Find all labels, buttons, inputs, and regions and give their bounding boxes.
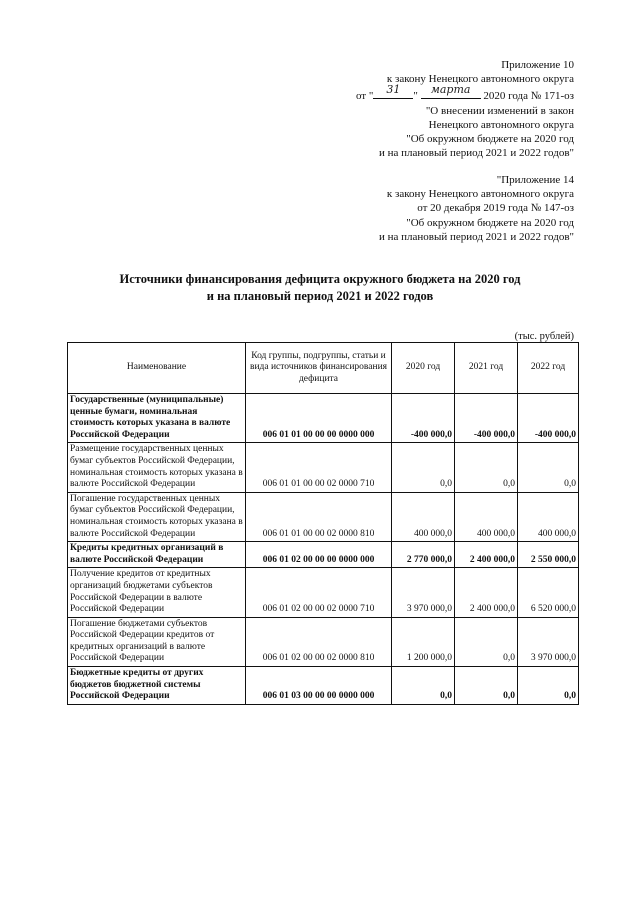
header2-line4: "Об окружном бюджете на 2020 год: [406, 216, 574, 229]
table-row: [68, 443, 579, 492]
financing-sources-table: [67, 342, 579, 705]
appendix-10-header: [356, 58, 574, 160]
row-2022: 0,0: [518, 443, 579, 492]
appendix-14-header: [379, 173, 574, 244]
row-2021: 2 400 000,0: [455, 542, 518, 568]
date-prefix: от ": [355, 90, 374, 103]
row-2022: 400 000,0: [518, 492, 579, 541]
row-2021: 400 000,0: [455, 492, 518, 541]
row-2022: -400 000,0: [518, 394, 579, 443]
header-2020: 2020 год: [392, 343, 455, 394]
title-line2: и на плановый период 2021 и 2022 годов: [206, 289, 434, 303]
units-label: (тыс. рублей): [514, 331, 574, 342]
row-name: Погашение бюджетами субъектов Российской Федерации кредитов от кредитных организаций в валюте Российской Федерации: [68, 617, 246, 666]
row-2022: 3 970 000,0: [518, 617, 579, 666]
table-header-row: [68, 343, 579, 394]
row-2020: 0,0: [392, 443, 455, 492]
header1-line1: Приложение 10: [501, 59, 574, 71]
header1-line6: "Об окружном бюджете на 2020 год: [406, 133, 574, 146]
header1-line5: Ненецкого автономного округа: [428, 118, 574, 131]
row-2020: -400 000,0: [392, 394, 455, 443]
table-row: [68, 492, 579, 541]
document-title: [0, 271, 640, 305]
table-row: [68, 394, 579, 443]
row-2020: 400 000,0: [392, 492, 455, 541]
title-line1: Источники финансирования дефицита окружного бюджета на 2020 год: [119, 272, 521, 286]
header1-line2: к закону Ненецкого автономного округа: [386, 73, 574, 86]
header1-line4: "О внесении изменений в закон: [425, 104, 574, 117]
header-2022: 2022 год: [518, 343, 579, 394]
table-row: [68, 667, 579, 705]
date-day-field: [373, 83, 413, 99]
header-name: Наименование: [68, 343, 246, 394]
row-2021: 0,0: [455, 667, 518, 705]
date-mid: ": [413, 90, 421, 103]
header2-line2: к закону Ненецкого автономного округа: [386, 188, 574, 201]
header2-line5: и на плановый период 2021 и 2022 годов": [378, 230, 574, 243]
row-name: Бюджетные кредиты от других бюджетов бюджетной системы Российской Федерации: [68, 667, 246, 705]
row-name: Размещение государственных ценных бумаг субъектов Российской Федерации, номинальная стоимость которых указана в валюте Российской Федерации: [68, 443, 246, 492]
row-2021: 2 400 000,0: [455, 568, 518, 617]
row-name: Погашение государственных ценных бумаг субъектов Российской Федерации, номинальная стоимость которых указана в валюте Российской Федерации: [68, 492, 246, 541]
row-code: 006 01 01 00 00 00 0000 000: [246, 394, 392, 443]
row-2022: 2 550 000,0: [518, 542, 579, 568]
header-code: Код группы, подгруппы, статьи и вида источников финансирования дефицита: [246, 343, 392, 394]
row-code: 006 01 02 00 00 02 0000 810: [246, 617, 392, 666]
row-2021: 0,0: [455, 443, 518, 492]
header1-line7: и на плановый период 2021 и 2022 годов": [378, 147, 574, 160]
table-row: [68, 542, 579, 568]
date-month-handwritten: марта: [430, 83, 471, 97]
row-code: 006 01 03 00 00 00 0000 000: [246, 667, 392, 705]
header2-line3: от 20 декабря 2019 года № 147-оз: [417, 202, 574, 215]
row-name: Получение кредитов от кредитных организаций бюджетами субъектов Российской Федерации в валюте Российской Федерации: [68, 568, 246, 617]
row-2020: 0,0: [392, 667, 455, 705]
table-row: [68, 568, 579, 617]
header2-line1: "Приложение 14: [496, 174, 574, 186]
row-name: Кредиты кредитных организаций в валюте Российской Федерации: [68, 542, 246, 568]
row-code: 006 01 02 00 00 02 0000 710: [246, 568, 392, 617]
row-2021: -400 000,0: [455, 394, 518, 443]
row-2022: 6 520 000,0: [518, 568, 579, 617]
row-code: 006 01 01 00 00 02 0000 810: [246, 492, 392, 541]
date-suffix: 2020 года № 171-оз: [480, 90, 574, 103]
row-2020: 1 200 000,0: [392, 617, 455, 666]
row-code: 006 01 01 00 00 02 0000 710: [246, 443, 392, 492]
row-2021: 0,0: [455, 617, 518, 666]
row-code: 006 01 02 00 00 00 0000 000: [246, 542, 392, 568]
header-2021: 2021 год: [455, 343, 518, 394]
row-name: Государственные (муниципальные) ценные бумаги, номинальная стоимость которых указана в валюте Российской Федерации: [68, 394, 246, 443]
date-month-field: [421, 83, 481, 99]
row-2020: 3 970 000,0: [392, 568, 455, 617]
header1-line3: [355, 83, 574, 103]
row-2022: 0,0: [518, 667, 579, 705]
row-2020: 2 770 000,0: [392, 542, 455, 568]
table-row: [68, 617, 579, 666]
date-day-handwritten: 31: [386, 83, 401, 97]
